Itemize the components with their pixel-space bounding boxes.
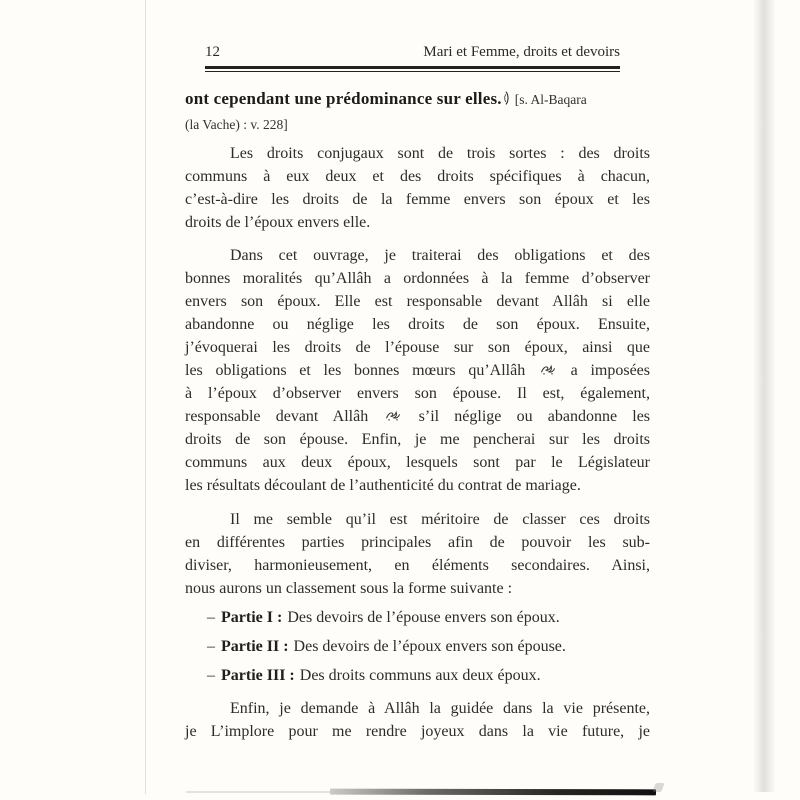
running-title: Mari et Femme, droits et devoirs [423, 44, 620, 60]
text-line: droits de l’époux envers elle. [185, 214, 371, 231]
page-content [185, 86, 650, 743]
text-line: Il me semble qu’il est méritoire de classer ces droits [230, 511, 650, 528]
paragraph-4 [185, 697, 650, 743]
paragraph-1 [185, 142, 650, 234]
text-line: je L’implore pour me rendre joyeux dans la vie future, je [185, 723, 650, 740]
list-dash: – [207, 667, 215, 684]
list-item-partie-3 [185, 664, 650, 687]
text-line-with-honorific [185, 359, 650, 382]
text-line: nous aurons un classement sous la forme suivante : [185, 580, 513, 597]
jalla-jalaluhu-honorific-icon [385, 409, 401, 422]
text-line: j’évoquerai les droits de l’épouse sur son époux, ainsi que [185, 339, 650, 356]
citation-source: [s. Al-Baqara [514, 92, 587, 107]
text-line-with-honorific [185, 405, 650, 428]
verse-end-ornament-icon [503, 91, 511, 106]
part-text: Des devoirs de l’épouse envers son époux. [287, 609, 560, 626]
page-right-edge-shadow [753, 0, 775, 792]
text-line: Dans cet ouvrage, je traiterai des obligations et des [230, 247, 650, 264]
text-line: Les droits conjugaux sont de trois sortes : des droits [230, 145, 650, 162]
list-item-partie-2 [185, 635, 650, 658]
page-left-edge [145, 0, 146, 794]
text-line: communs à eux deux et des droits spécifiques à chacun, [185, 168, 650, 185]
page-bottom-shadow [330, 789, 656, 796]
list-dash: – [207, 638, 215, 655]
paragraph-2 [185, 244, 650, 497]
part-label: Partie III : [221, 667, 295, 684]
text-segment: les obligations et les bonnes mœurs qu’Allâh [185, 362, 526, 379]
text-line: en différentes parties principales afin de pouvoir les sub- [185, 534, 650, 551]
text-line: diviser, harmonieusement, en éléments secondaires. Ainsi, [185, 557, 650, 574]
text-line: Enfin, je demande à Allâh la guidée dans la vie présente, [230, 700, 650, 717]
text-line: envers son époux. Elle est responsable devant Allâh si elle [185, 293, 650, 310]
quote-bold-text: ont cependant une prédominance sur elles. [185, 89, 502, 108]
jalla-jalaluhu-honorific-icon [540, 363, 556, 376]
text-line: à l’époux d’observer envers son épouse. Il est, également, [185, 385, 650, 402]
text-segment: a imposées [570, 362, 651, 379]
text-line: les résultats découlant de l’authenticité du contrat de mariage. [185, 477, 581, 494]
part-label: Partie I : [221, 609, 283, 626]
list-item-partie-1 [185, 606, 650, 629]
text-line: bonnes moralités qu’Allâh a ordonnées à la femme d’observer [185, 270, 650, 287]
parts-list [185, 606, 650, 687]
part-text: Des devoirs de l’époux envers son épouse. [293, 638, 566, 655]
part-label: Partie II : [221, 638, 289, 655]
text-line: communs aux deux époux, lesquels sont par le Législateur [185, 454, 650, 471]
text-segment: responsable devant Allâh [185, 408, 369, 425]
text-segment: s’il néglige ou abandonne les [418, 408, 651, 425]
text-line: c’est-à-dire les droits de la femme envers son époux et les [185, 191, 650, 208]
quote-line [185, 86, 650, 112]
part-text: Des droits communs aux deux époux. [299, 667, 541, 684]
list-dash: – [207, 609, 215, 626]
citation-verse: (la Vache) : v. 228] [185, 117, 288, 132]
paragraph-3 [185, 508, 650, 600]
text-line: abandonne ou néglige les droits de son époux. Ensuite, [185, 316, 650, 333]
page-bottom-edge-line [186, 791, 330, 793]
text-line: droits de son épouse. Enfin, je me pencherai sur les droits [185, 431, 650, 448]
page-number: 12 [205, 44, 220, 60]
header-rule [205, 66, 620, 72]
page-header [205, 44, 620, 61]
